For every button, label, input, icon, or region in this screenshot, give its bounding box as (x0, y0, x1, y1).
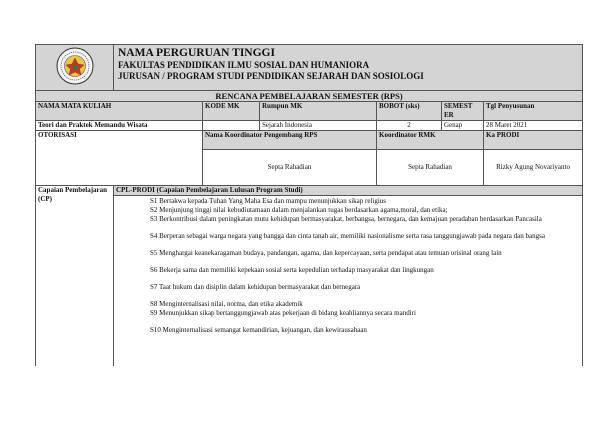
cpl-item: S5 Menghargai keanekaragaman budaya, pandangan, agama, dan kepercayaan, serta pendapat atau temuan orisinal orang lain (150, 249, 502, 257)
institution-name: NAMA PERGURUAN TINGGI (118, 47, 275, 59)
label-rumpun-mk: Rumpun MK (260, 102, 377, 121)
faculty-name: FAKULTAS PENDIDIKAN ILMU SOSIAL DAN HUMANIORA (118, 60, 370, 70)
cpl-item: S10 Menginternalisasi semangat kemandirian, kejuangan, dan kewirausahaan (150, 326, 367, 334)
label-tgl: Tgl Penyusunan (484, 102, 583, 121)
cpl-item: S2 Menjunjung tinggi nilai kebudiutamaan dalam menjalankan tugas berdasarkan agama,moral, dan etika; (150, 206, 448, 214)
value-nama-mk: Teori dan Praktek Memandu Wisata (36, 121, 203, 131)
rps-document (35, 44, 582, 366)
label-kode-mk: KODE MK (203, 102, 260, 121)
otorisasi-label: OTORISASI (36, 131, 203, 186)
label-semester: SEMEST ER (442, 102, 484, 121)
document-title: RENCANA PEMBELAJARAN SEMESTER (RPS) (36, 91, 583, 102)
label-bobot: BOBOT (sks) (377, 102, 442, 121)
label-ka-prodi: Ka PRODI (484, 131, 583, 150)
value-kode-mk (203, 121, 260, 131)
cpl-item: S7 Taat hukum dan disiplin dalam kehidupan bermasyarakat dan bernegara (150, 283, 361, 291)
cp-section-label: Capaian Pembelajaran (CP) (36, 186, 114, 367)
label-koordinator-pengembang: Nama Koordinator Pengembang RPS (203, 131, 377, 150)
cpl-item: S4 Berperan sebagai warga negara yang bangga dan cinta tanah air, memiliki nasionalisme serta rasa tanggungjawab pada negara dan bangsa (150, 232, 545, 240)
department-name: JURUSAN / PROGRAM STUDI PENDIDIKAN SEJARAH DAN SOSIOLOGI (118, 71, 424, 81)
value-rumpun-mk: Sejarah Indonesia (260, 121, 377, 131)
cpl-item: S6 Bekerja sama dan memiliki kepekaan sosial serta kepedulian terhadap masyarakat dan lingkungan (150, 266, 434, 274)
value-koordinator-pengembang: Septa Rahadian (203, 150, 377, 186)
institution-header (114, 45, 583, 91)
value-tgl: 28 Maret 2021 (484, 121, 583, 131)
university-logo-icon (55, 46, 95, 86)
cpl-subheader: CPL-PRODI (Capaian Pembelajaran Lulusan Program Studi) (114, 186, 583, 196)
value-semester: Genap (442, 121, 484, 131)
cpl-list (114, 196, 583, 367)
label-koordinator-rmk: Koordinator RMK (377, 131, 484, 150)
cpl-item: S8 Menginternalisasi nilai, norma, dan etika akademik (150, 300, 303, 308)
value-bobot: 2 (377, 121, 442, 131)
cpl-item: S1 Bertakwa kepada Tuhan Yang Maha Esa dan mampu menunjukkan sikap religius (150, 197, 387, 205)
cpl-item: S9 Menunjukkan sikap bertanggungjawab atas pekerjaan di bidang keahliannya secara mandiri (150, 309, 416, 317)
cpl-item: S3 Berkontribusi dalam peningkatan mutu kehidupan bermasyarakat, berbangsa, bernegara, dan kemajuan peradaban berdasarkan Pancasila (150, 215, 542, 223)
value-koordinator-rmk: Septa Rahadian (377, 150, 484, 186)
value-ka-prodi: Rizky Agung Novariyanto (484, 150, 583, 186)
university-logo-cell (36, 45, 114, 91)
label-nama-mk: NAMA MATA KULIAH (36, 102, 203, 121)
rps-table (35, 44, 583, 366)
